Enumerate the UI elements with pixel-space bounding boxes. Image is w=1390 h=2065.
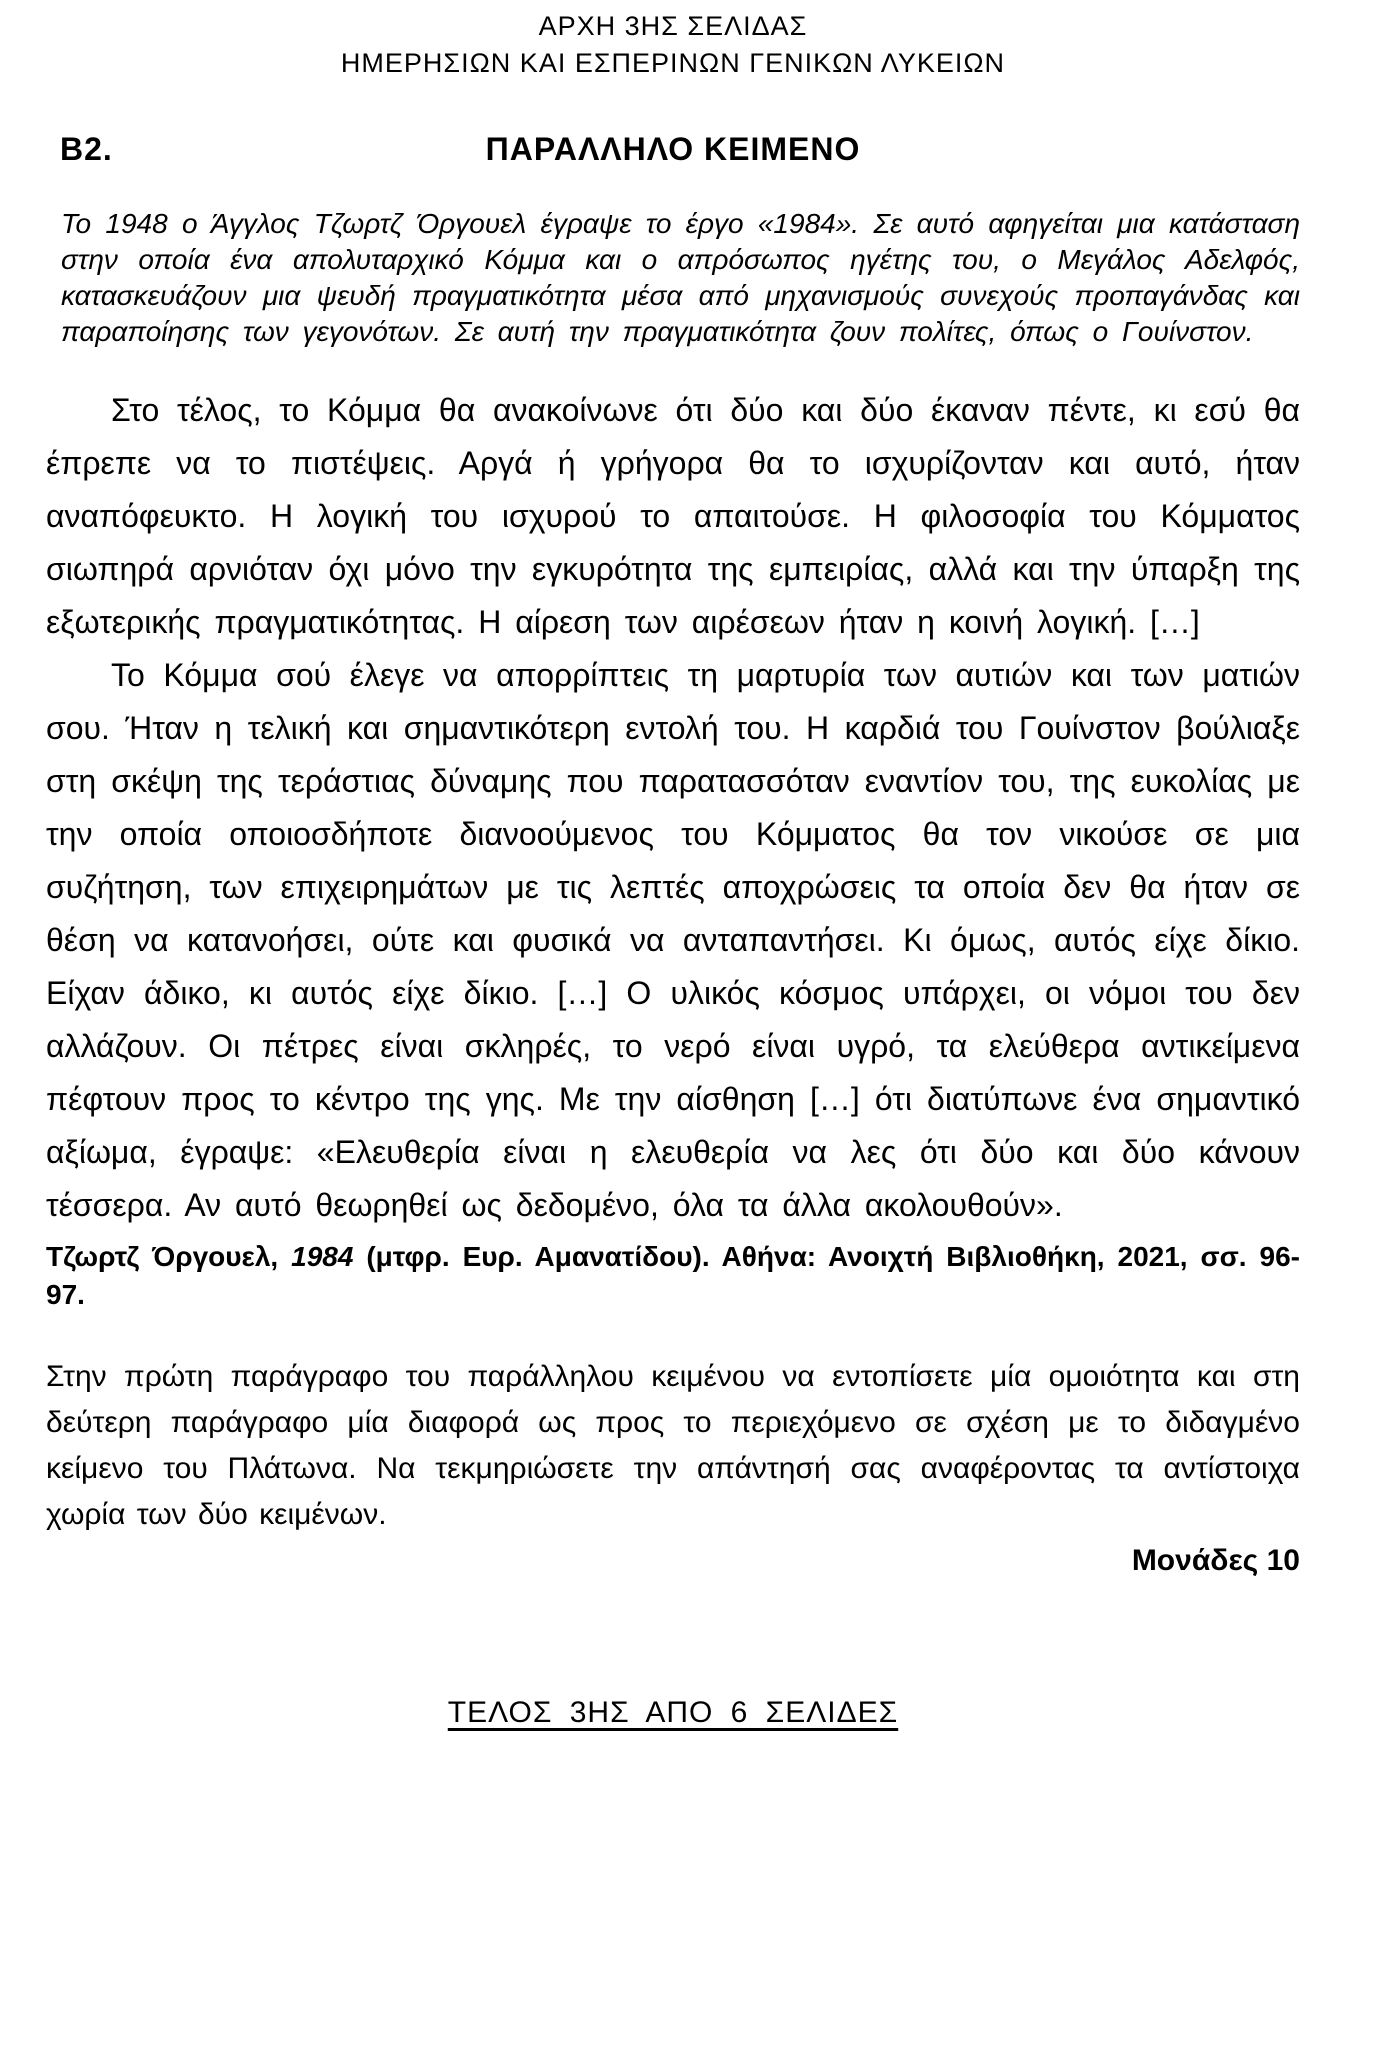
section-heading: [46, 130, 1300, 168]
question-number: Β2.: [60, 131, 113, 167]
section-title: ΠΑΡΑΛΛΗΛΟ ΚΕΙΜΕΝΟ: [485, 131, 861, 167]
text-paragraph-2: Το Κόμμα σού έλεγε να απορρίπτεις τη μαρτυρία των αυτιών και των ματιών σου. Ήταν η τελική και σημαντικότερη εντολή του. Η καρδιά του Γουίνστον βούλιαξε στη σκέψη της τεράστιας δύναμης που παρατασσόταν εναντίον του, της ευκολίας με την οποία οποιοσδήποτε διανοούμενος του Κόμματος θα τον νικούσε σε μια συζήτηση, των επιχειρημάτων με τις λεπτές αποχρώσεις τα οποία δεν θα ήταν σε θέση να κατανοήσει, ούτε και φυσικά να ανταπαντήσει. Κι όμως, αυτός είχε δίκιο. Είχαν άδικο, κι αυτός είχε δίκιο. […] Ο υλικός κόσμος υπάρχει, οι νόμοι του δεν αλλάζουν. Οι πέτρες είναι σκληρές, το νερό είναι υγρό, τα ελεύθερα αντικείμενα πέφτουν προς το κέντρο της γης. Με την αίσθηση […] ότι διατύπωνε ένα σημαντικό αξίωμα, έγραψε: «Ελευθερία είναι η ελευθερία να λες ότι δύο και δύο κάνουν τέσσερα. Αν αυτό θεωρηθεί ως δεδομένο, όλα τα άλλα ακολουθούν».: [46, 657, 1300, 1223]
page-footer: [46, 1696, 1300, 1730]
citation-rest: (μτφρ. Ευρ. Αμανατίδου). Αθήνα: Ανοιχτή Βιβλιοθήκη, 2021, σσ. 96-97.: [46, 1241, 1300, 1310]
page-footer-text: ΤΕΛΟΣ 3ΗΣ ΑΠΟ 6 ΣΕΛΙΔΕΣ: [447, 1696, 899, 1729]
page-header-line1: ΑΡΧΗ 3ΗΣ ΣΕΛΙΔΑΣ: [538, 11, 808, 41]
page-header-line2: ΗΜΕΡΗΣΙΩΝ ΚΑΙ ΕΣΠΕΡΙΝΩΝ ΓΕΝΙΚΩΝ ΛΥΚΕΙΩΝ: [340, 48, 1006, 78]
citation-author: Τζωρτζ Όργουελ,: [46, 1241, 292, 1272]
page-header: [46, 8, 1300, 82]
text-paragraph-1: Στο τέλος, το Κόμμα θα ανακοίνωνε ότι δύο και δύο έκαναν πέντε, κι εσύ θα έπρεπε να το πιστέψεις. Αργά ή γρήγορα θα το ισχυρίζονταν και αυτό, ήταν αναπόφευκτο. Η λογική του ισχυρού το απαιτούσε. Η φιλοσοφία του Κόμματος σιωπηρά αρνιόταν όχι μόνο την εγκυρότητα της εμπειρίας, αλλά και την ύπαρξη της εξωτερικής πραγματικότητας. Η αίρεση των αιρέσεων ήταν η κοινή λογική. […]: [46, 392, 1300, 640]
citation-work-title: 1984: [291, 1241, 354, 1272]
intro-paragraph: Το 1948 ο Άγγλος Τζωρτζ Όργουελ έγραψε το έργο «1984». Σε αυτό αφηγείται μια κατάσταση στην οποία ένα απολυταρχικό Κόμμα και ο απρόσωπος ηγέτης του, ο Μεγάλος Αδελφός, κατασκευάζουν μια ψευδή πραγματικότητα μέσα από μηχανισμούς συνεχούς προπαγάνδας και παραποίησης των γεγονότων. Σε αυτή την πραγματικότητα ζουν πολίτες, όπως ο Γουίνστον.: [61, 208, 1300, 347]
points-label: Μονάδες 10: [1131, 1544, 1300, 1577]
citation: [46, 1238, 1300, 1314]
question-text: Στην πρώτη παράγραφο του παράλληλου κειμένου να εντοπίσετε μία ομοιότητα και στη δεύτερη παράγραφο μία διαφορά ως προς το περιεχόμενο σε σχέση με το διδαγμένο κείμενο του Πλάτωνα. Να τεκμηριώσετε την απάντησή σας αναφέροντας τα αντίστοιχα χωρία των δύο κειμένων.: [46, 1360, 1300, 1531]
